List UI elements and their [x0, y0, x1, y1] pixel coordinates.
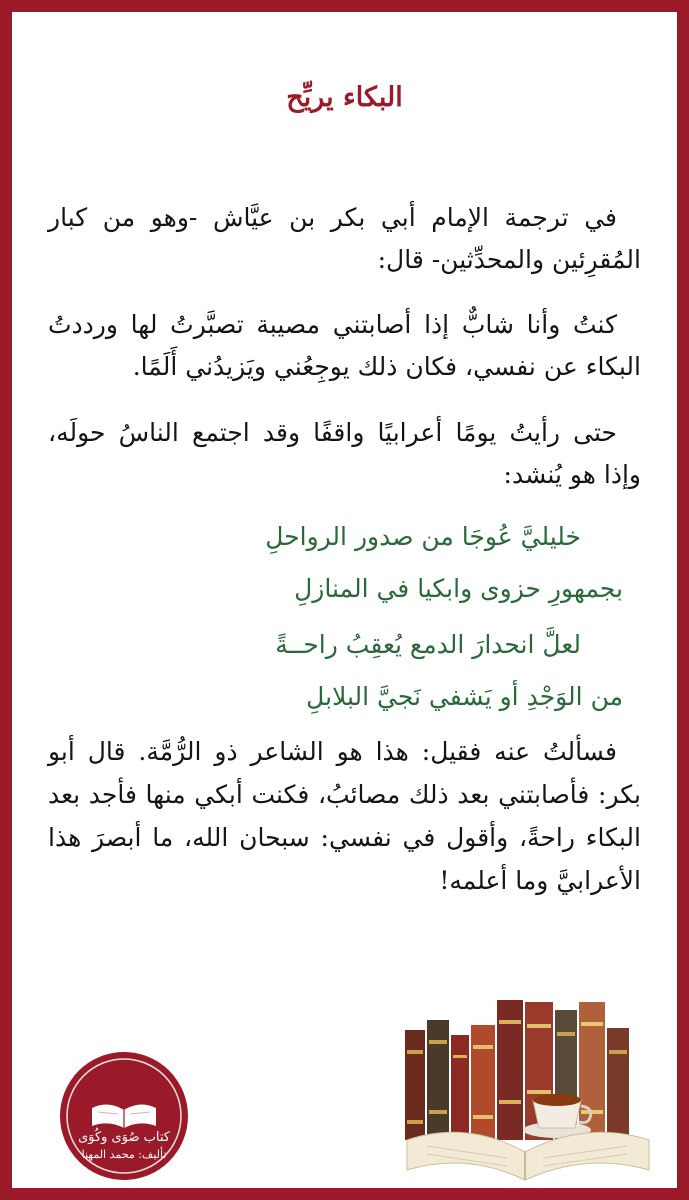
- seal-graphic: [58, 1050, 190, 1182]
- seal-book-title: كتاب صُوَى وكُوَى: [78, 1130, 170, 1145]
- paragraph-intro: في ترجمة الإمام أبي بكر بن عيَّاش -وهو من كبار المُقرِئين والمحدِّثين- قال:: [48, 203, 641, 274]
- paragraph-story: كنتُ وأنا شابٌّ إذا أصابتني مصيبة تصبَّرتُ لها ورددتُ البكاء عن نفسي، فكان ذلك يوجِعُني ويَزيدُني أَلَمًا.: [48, 310, 641, 381]
- paragraph-bedouin: حتى رأيتُ يومًا أعرابيًا واقفًا وقد اجتمع الناسُ حولَه، وإذا هو يُنشد:: [48, 418, 641, 489]
- poem-verse-2: بجمهورِ حزوى وابكيا في المنازلِ: [294, 574, 623, 603]
- poem-verse-3: لعلَّ انحدارَ الدمع يُعقِبُ راحــةً: [275, 630, 581, 659]
- seal-author: تأليف: محمد المهنا: [81, 1148, 167, 1161]
- page-title: البكاء يريِّح: [286, 82, 403, 113]
- paragraph-closing: فسألتُ عنه فقيل: هذا هو الشاعر ذو الرُّمَّة. قال أبو بكر: فأصابتني بعد ذلك مصائبُ، فكنت أبكي منها فأجد بعد البكاء راحةً، وأقول في نفسي: سبحان الله، ما أبصرَ هذا الأعرابيَّ وما أعلمه!: [48, 737, 641, 895]
- page-content: [12, 12, 677, 1188]
- poem-verse-4: من الوَجْدِ أو يَشفي نَجيَّ البلابلِ: [306, 682, 623, 711]
- poem-verse-1: خليليَّ عُوجَا من صدور الرواحلِ: [265, 522, 581, 551]
- book-seal: [58, 1050, 190, 1182]
- books-illustration: [387, 980, 667, 1190]
